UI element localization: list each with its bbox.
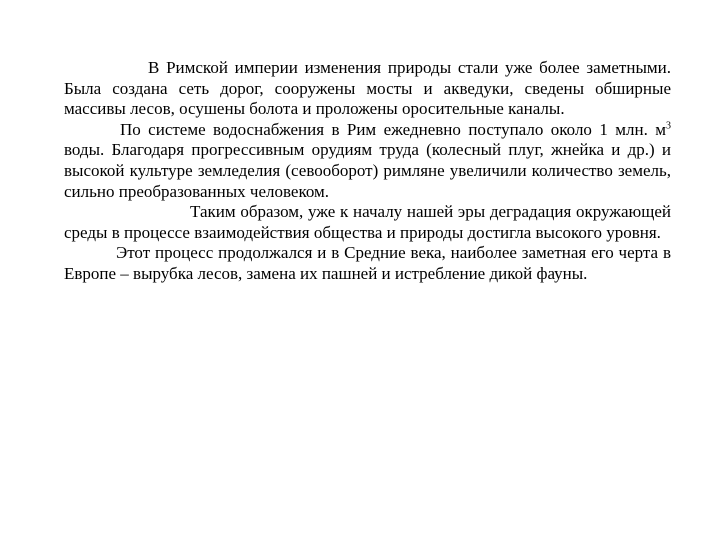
paragraph-water-supply <box>64 120 671 202</box>
document-body <box>64 58 671 285</box>
paragraph-water-supply-start: По системе водоснабжения в Рим ежедневно поступало около 1 млн. м <box>120 119 666 139</box>
cubic-superscript: 3 <box>666 120 671 132</box>
paragraph-water-supply-end: воды. Благодаря прогрессивным орудиям труда (колесный плуг, жнейка и др.) и высокой культуре земледелия (севооборот) римляне увеличили количество земель, сильно преобразованных человеком. <box>64 140 671 201</box>
paragraph-degradation: Таким образом, уже к началу нашей эры деградация окружающей среды в процессе взаимодействия общества и природы достигла высокого уровня. <box>64 202 671 242</box>
paragraph-middle-ages: Этот процесс продолжался и в Средние века, наиболее заметная его черта в Европе – вырубка лесов, замена их пашней и истребление дикой фауны. <box>64 243 671 283</box>
paragraph-roman-empire: В Римской империи изменения природы стали уже более заметными. Была создана сеть дорог, сооружены мосты и акведуки, сведены обширные массивы лесов, осушены болота и проложены оросительные каналы. <box>64 58 671 119</box>
